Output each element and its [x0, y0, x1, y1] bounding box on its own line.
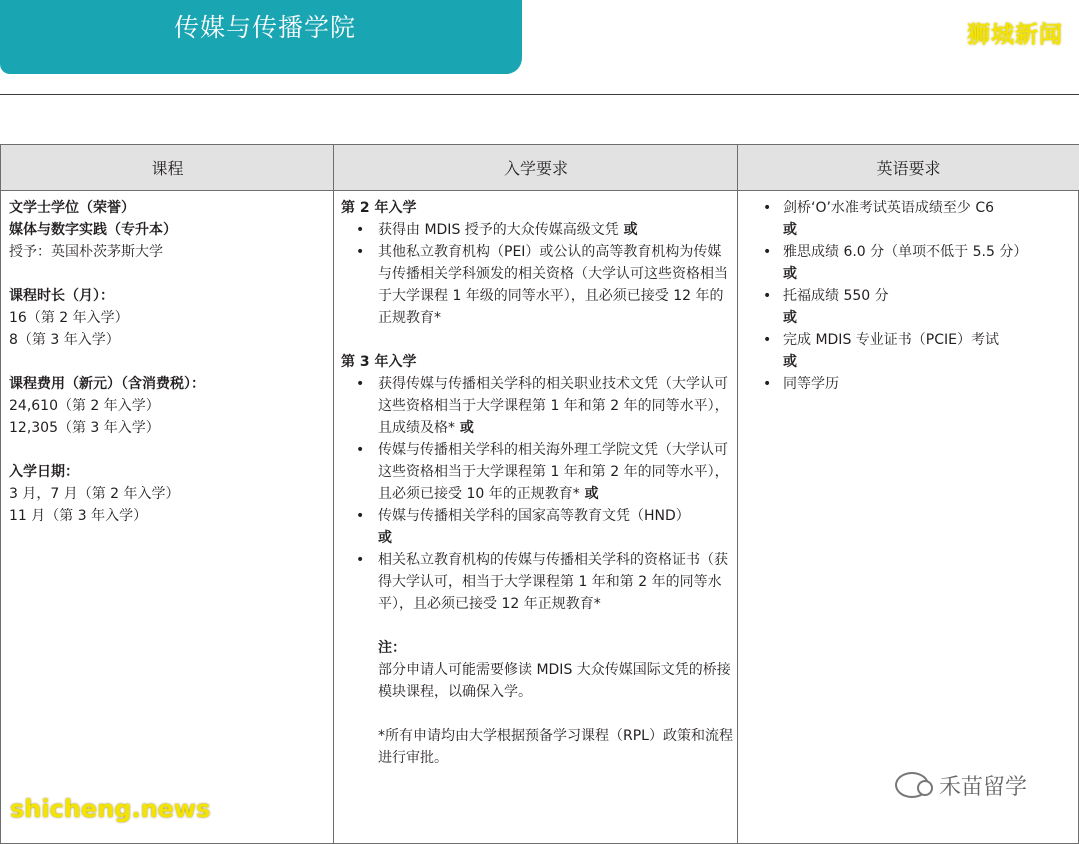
header-divider	[0, 94, 1079, 95]
or-word: 或	[783, 222, 797, 238]
fee-value: 12,305（第 3 年入学）	[9, 420, 160, 436]
entry-item	[341, 549, 733, 615]
spacer	[9, 439, 329, 461]
course-line: 媒体与数字实践（专升本）	[9, 222, 177, 238]
year3-heading: 第 3 年入学	[341, 354, 417, 370]
intake-label: 入学日期：	[9, 464, 79, 480]
duration-value: 8（第 3 年入学）	[9, 332, 120, 348]
spacer	[9, 263, 329, 285]
english-cell	[761, 197, 1061, 395]
intake-value: 3 月，7 月（第 2 年入学）	[9, 486, 180, 502]
column-divider	[333, 145, 334, 843]
fee-label: 课程费用（新元）（含消费税）：	[9, 376, 205, 392]
course-line: 文学士学位（荣誉）	[9, 200, 135, 216]
fee-value: 24,610（第 2 年入学）	[9, 398, 160, 414]
entry-item-text: 传媒与传播相关学科的国家高等教育文凭（HND）	[378, 508, 690, 524]
spacer	[341, 703, 733, 725]
entry-item	[341, 241, 733, 329]
note-text: 部分申请人可能需要修读 MDIS 大众传媒国际文凭的桥接模块课程，以确保入学。	[378, 662, 731, 700]
english-item: • 完成 MDIS 专业证书（PCIE）考试	[761, 329, 1061, 351]
course-cell	[9, 197, 329, 527]
or-word: 或	[455, 420, 474, 436]
or-word: 或	[378, 530, 392, 546]
program-table	[0, 144, 1079, 844]
entry-item	[341, 505, 733, 527]
or-word: 或	[783, 310, 797, 326]
english-item: • 剑桥‘O’水准考试英语成绩至少 C6	[761, 197, 1061, 219]
entry-item	[341, 373, 733, 439]
or-word: 或	[579, 486, 599, 502]
entry-item	[341, 439, 733, 505]
page-title: 传媒与传播学院	[174, 13, 357, 42]
note-heading: 注：	[378, 640, 406, 656]
footnote: *所有申请均由大学根据预备学习课程（RPL）政策和流程进行审批。	[378, 728, 733, 766]
chat-icon	[895, 772, 929, 798]
header-banner	[0, 0, 522, 74]
watermark-account-label: 禾苗留学	[939, 774, 1028, 800]
or-word: 或	[618, 222, 638, 238]
col-header-entry: 入学要求	[334, 145, 738, 191]
entry-item	[341, 219, 733, 241]
brand-watermark-top: 狮城新闻	[967, 22, 1063, 48]
spacer	[341, 615, 733, 637]
entry-item-text: 获得传媒与传播相关学科的相关职业技术文凭（大学认可这些资格相当于大学课程第 1 年和第 2 年的同等水平），且成绩及格*	[378, 376, 729, 436]
entry-item-text: 获得由 MDIS 授予的大众传媒高级文凭	[378, 222, 619, 238]
watermark-account	[895, 770, 1027, 800]
or-word: 或	[783, 354, 797, 370]
entry-item-text: 传媒与传播相关学科的相关海外理工学院文凭（大学认可这些资格相当于大学课程第 1 年和第 2 年的同等水平），且必须已接受 10 年的正规教育*	[378, 442, 729, 502]
or-word: 或	[783, 266, 797, 282]
english-item: • 雅思成绩 6.0 分（单项不低于 5.5 分）	[761, 241, 1061, 263]
duration-label: 课程时长（月）：	[9, 288, 114, 304]
english-item: • 托福成绩 550 分	[761, 285, 1061, 307]
intake-value: 11 月（第 3 年入学）	[9, 508, 148, 524]
year2-heading: 第 2 年入学	[341, 200, 417, 216]
english-item: • 同等学历	[761, 373, 1061, 395]
column-divider	[737, 145, 738, 843]
col-header-course: 课程	[1, 145, 334, 191]
duration-value: 16（第 2 年入学）	[9, 310, 129, 326]
col-header-english: 英语要求	[738, 145, 1079, 191]
entry-item-text: 其他私立教育机构（PEI）或公认的高等教育机构为传媒与传播相关学科颁发的相关资格（大学认可这些资格相当于大学课程 1 年级的同等水平），且必须已接受 12 年的正规教育*	[378, 244, 728, 326]
entry-item-text: 相关私立教育机构的传媒与传播相关学科的资格证书（获得大学认可，相当于大学课程第 1 年和第 2 年的同等水平），且必须已接受 12 年正规教育*	[378, 552, 728, 612]
spacer	[9, 351, 329, 373]
spacer	[341, 329, 733, 351]
course-line: 授予：英国朴茨茅斯大学	[9, 244, 163, 260]
entry-cell	[341, 197, 733, 769]
watermark-site: shicheng.news	[10, 795, 211, 823]
